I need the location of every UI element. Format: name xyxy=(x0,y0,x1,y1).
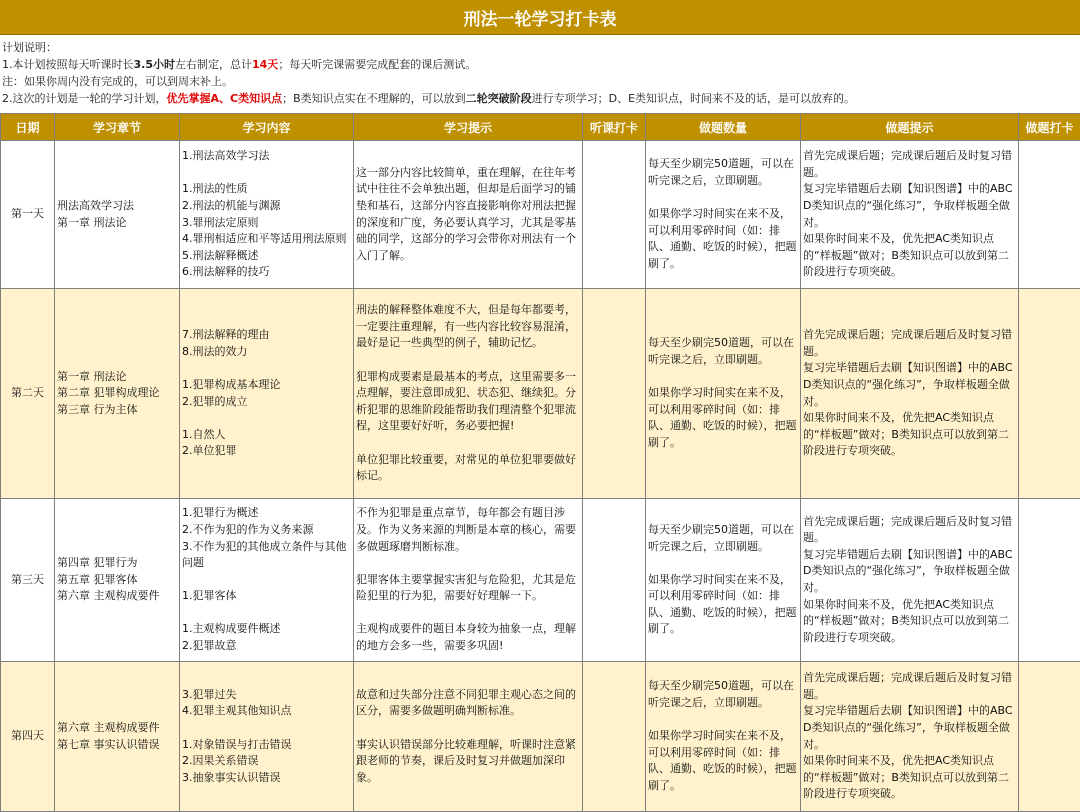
table-row xyxy=(1,141,1080,289)
chapter-line: 第六章 主观构成要件 xyxy=(57,720,177,737)
practice-tip: 首先完成课后题；完成课后题后及时复习错题。 xyxy=(803,148,1016,181)
content-item: 2.刑法的机能与渊源 xyxy=(182,198,351,215)
notes-text: ；B类知识点实在不理解的，可以放到 xyxy=(282,92,466,105)
notes-text: 进行专项学习；D、E类知识点，时间来不及的话，是可以放弃的。 xyxy=(532,92,855,105)
content-item: 6.刑法解释的技巧 xyxy=(182,264,351,281)
practice-check-cell[interactable] xyxy=(1019,141,1080,289)
practice-check-cell[interactable] xyxy=(1019,499,1080,662)
table-row xyxy=(1,662,1080,812)
header-lecture-check: 听课打卡 xyxy=(583,114,646,141)
day-cell: 第三天 xyxy=(1,499,55,662)
content-item: 2.单位犯罪 xyxy=(182,443,351,460)
practice-tips-cell xyxy=(801,662,1019,812)
chapter-line: 第六章 主观构成要件 xyxy=(57,588,177,605)
header-row xyxy=(1,114,1080,141)
chapter-line: 第二章 犯罪构成理论 xyxy=(57,385,177,402)
practice-tips-cell xyxy=(801,289,1019,499)
content-cell xyxy=(180,499,354,662)
content-cell xyxy=(180,662,354,812)
content-item: 1.主观构成要件概述 xyxy=(182,621,351,638)
tips-cell xyxy=(354,289,583,499)
chapter-cell xyxy=(55,289,180,499)
tips-cell xyxy=(354,141,583,289)
content-item: 3.不作为犯的其他成立条件与其他问题 xyxy=(182,539,351,572)
notes-text: ；每天听完课需要完成配套的课后测试。 xyxy=(278,58,476,71)
content-item: 1.刑法的性质 xyxy=(182,181,351,198)
practice-tip: 复习完毕错题后去刷【知识图谱】中的ABCD类知识点的“强化练习”，争取样板题全做对。 xyxy=(803,181,1016,231)
quantity-cell xyxy=(646,289,801,499)
table-row xyxy=(1,499,1080,662)
quantity-cell xyxy=(646,662,801,812)
content-item: 4.犯罪主观其他知识点 xyxy=(182,703,351,720)
practice-tip: 如果你时间来不及，优先把AC类知识点的“样板题”做对；B类知识点可以放到第二阶段进行专项突破。 xyxy=(803,410,1016,460)
notes-line-1 xyxy=(2,56,1078,73)
tip-paragraph: 犯罪构成要素是最基本的考点，这里需要多一点理解，要注意即成犯、状态犯、继续犯。分析犯罪的思维阶段能帮助我们理清整个犯罪流程，这里要好好听，务必要把握! xyxy=(356,369,580,435)
day-cell: 第二天 xyxy=(1,289,55,499)
header-practice-tips: 做题提示 xyxy=(801,114,1019,141)
quantity-paragraph: 每天至少刷完50道题，可以在听完课之后，立即刷题。 xyxy=(648,156,798,189)
quantity-cell xyxy=(646,499,801,662)
quantity-paragraph: 如果你学习时间实在来不及，可以利用零碎时间（如：排队、通勤、吃饭的时候），把题刷了。 xyxy=(648,572,798,638)
content-item: 1.自然人 xyxy=(182,427,351,444)
lecture-check-cell[interactable] xyxy=(583,662,646,812)
content-item: 3.犯罪过失 xyxy=(182,687,351,704)
lecture-check-cell[interactable] xyxy=(583,141,646,289)
tip-paragraph: 刑法的解释整体难度不大，但是每年都要考，一定要注重理解，有一些内容比较容易混淆，最好是记一些典型的例子，辅助记忆。 xyxy=(356,302,580,352)
quantity-paragraph: 每天至少刷完50道题，可以在听完课之后，立即刷题。 xyxy=(648,678,798,711)
practice-tip: 复习完毕错题后去刷【知识图谱】中的ABCD类知识点的“强化练习”，争取样板题全做对。 xyxy=(803,547,1016,597)
content-item: 5.刑法解释概述 xyxy=(182,248,351,265)
content-item: 2.犯罪故意 xyxy=(182,638,351,655)
tip-paragraph: 犯罪客体主要掌握实害犯与危险犯，尤其是危险犯里的行为犯，需要好好理解一下。 xyxy=(356,572,580,605)
practice-check-cell[interactable] xyxy=(1019,289,1080,499)
header-practice-check: 做题打卡 xyxy=(1019,114,1080,141)
practice-tips-cell xyxy=(801,141,1019,289)
quantity-paragraph: 如果你学习时间实在来不及，可以利用零碎时间（如：排队、通勤、吃饭的时候），把题刷了。 xyxy=(648,206,798,272)
content-item: 3.抽象事实认识错误 xyxy=(182,770,351,787)
tip-paragraph: 单位犯罪比较重要，对常见的单位犯罪要做好标记。 xyxy=(356,452,580,485)
practice-check-cell[interactable] xyxy=(1019,662,1080,812)
practice-tip: 复习完毕错题后去刷【知识图谱】中的ABCD类知识点的“强化练习”，争取样板题全做对。 xyxy=(803,703,1016,753)
practice-tips-cell xyxy=(801,499,1019,662)
page-title: 刑法一轮学习打卡表 xyxy=(0,0,1080,35)
chapter-line: 第三章 行为主体 xyxy=(57,402,177,419)
quantity-paragraph: 如果你学习时间实在来不及，可以利用零碎时间（如：排队、通勤、吃饭的时候），把题刷了。 xyxy=(648,385,798,451)
chapter-cell xyxy=(55,499,180,662)
content-item: 1.犯罪客体 xyxy=(182,588,351,605)
chapter-line: 第四章 犯罪行为 xyxy=(57,555,177,572)
quantity-paragraph: 每天至少刷完50道题，可以在听完课之后，立即刷题。 xyxy=(648,522,798,555)
tip-paragraph: 故意和过失部分注意不同犯罪主观心态之间的区分，需要多做题明确判断标准。 xyxy=(356,687,580,720)
tip-paragraph: 不作为犯罪是重点章节，每年都会有题目涉及。作为义务来源的判断是本章的核心，需要多做题琢磨判断标准。 xyxy=(356,505,580,555)
notes-text: 2.这次的计划是一轮的学习计划， xyxy=(2,92,167,105)
day-cell: 第四天 xyxy=(1,662,55,812)
practice-tip: 首先完成课后题；完成课后题后及时复习错题。 xyxy=(803,670,1016,703)
content-item: 2.犯罪的成立 xyxy=(182,394,351,411)
content-item: 1.犯罪行为概述 xyxy=(182,505,351,522)
notes-emphasis-hours: 3.5小时 xyxy=(134,58,176,71)
practice-tip: 首先完成课后题；完成课后题后及时复习错题。 xyxy=(803,327,1016,360)
table-row xyxy=(1,289,1080,499)
chapter-line: 第一章 刑法论 xyxy=(57,369,177,386)
chapter-line: 第一章 刑法论 xyxy=(57,215,177,232)
tip-paragraph: 主观构成要件的题目本身较为抽象一点，理解的地方会多一些，需要多巩固! xyxy=(356,621,580,654)
header-quantity: 做题数量 xyxy=(646,114,801,141)
content-cell xyxy=(180,289,354,499)
notes-emphasis-priority: 优先掌握A、C类知识点 xyxy=(167,92,283,105)
content-cell xyxy=(180,141,354,289)
practice-tip: 复习完毕错题后去刷【知识图谱】中的ABCD类知识点的“强化练习”，争取样板题全做对。 xyxy=(803,360,1016,410)
quantity-paragraph: 如果你学习时间实在来不及，可以利用零碎时间（如：排队、通勤、吃饭的时候），把题刷了。 xyxy=(648,728,798,794)
practice-tip: 首先完成课后题；完成课后题后及时复习错题。 xyxy=(803,514,1016,547)
chapter-line: 刑法高效学习法 xyxy=(57,198,177,215)
plan-notes xyxy=(0,35,1080,113)
practice-tip: 如果你时间来不及，优先把AC类知识点的“样板题”做对；B类知识点可以放到第二阶段进行专项突破。 xyxy=(803,231,1016,281)
practice-tip: 如果你时间来不及，优先把AC类知识点的“样板题”做对；B类知识点可以放到第二阶段进行专项突破。 xyxy=(803,597,1016,647)
notes-line-2: 注：如果你周内没有完成的，可以到周末补上。 xyxy=(2,73,1078,90)
chapter-line: 第七章 事实认识错误 xyxy=(57,737,177,754)
tip-paragraph: 这一部分内容比较简单，重在理解，在往年考试中往往不会单独出题，但却是后面学习的铺垫和基石，这部分内容直接影响你对刑法把握的深度和广度，务必要认真学习，尤其是零基础的同学，这部分的学习会带你对刑法有一个入门了解。 xyxy=(356,165,580,265)
chapter-cell xyxy=(55,141,180,289)
tips-cell xyxy=(354,499,583,662)
header-content: 学习内容 xyxy=(180,114,354,141)
chapter-cell xyxy=(55,662,180,812)
header-date: 日期 xyxy=(1,114,55,141)
notes-emphasis-days: 14天 xyxy=(252,58,278,71)
practice-tip: 如果你时间来不及，优先把AC类知识点的“样板题”做对；B类知识点可以放到第二阶段进行专项突破。 xyxy=(803,753,1016,803)
quantity-cell xyxy=(646,141,801,289)
content-item: 4.罪刑相适应和平等适用刑法原则 xyxy=(182,231,351,248)
content-item: 8.刑法的效力 xyxy=(182,344,351,361)
notes-heading: 计划说明： xyxy=(2,39,1078,56)
chapter-line: 第五章 犯罪客体 xyxy=(57,572,177,589)
content-item: 1.刑法高效学习法 xyxy=(182,148,351,165)
tip-paragraph: 事实认识错误部分比较难理解，听课时注意紧跟老师的节奏，课后及时复习并做题加深印象。 xyxy=(356,737,580,787)
content-item: 1.犯罪构成基本理论 xyxy=(182,377,351,394)
notes-text: 左右制定，总计 xyxy=(175,58,252,71)
header-tips: 学习提示 xyxy=(354,114,583,141)
lecture-check-cell[interactable] xyxy=(583,289,646,499)
content-item: 1.对象错误与打击错误 xyxy=(182,737,351,754)
quantity-paragraph: 每天至少刷完50道题，可以在听完课之后，立即刷题。 xyxy=(648,335,798,368)
content-item: 3.罪刑法定原则 xyxy=(182,215,351,232)
content-item: 2.因果关系错误 xyxy=(182,753,351,770)
tips-cell xyxy=(354,662,583,812)
content-item: 7.刑法解释的理由 xyxy=(182,327,351,344)
notes-line-3 xyxy=(2,90,1078,107)
notes-text: 1.本计划按照每天听课时长 xyxy=(2,58,134,71)
study-plan-table xyxy=(0,113,1080,812)
header-chapter: 学习章节 xyxy=(55,114,180,141)
content-item: 2.不作为犯的作为义务来源 xyxy=(182,522,351,539)
day-cell: 第一天 xyxy=(1,141,55,289)
lecture-check-cell[interactable] xyxy=(583,499,646,662)
notes-emphasis-stage: 二轮突破阶段 xyxy=(466,92,532,105)
